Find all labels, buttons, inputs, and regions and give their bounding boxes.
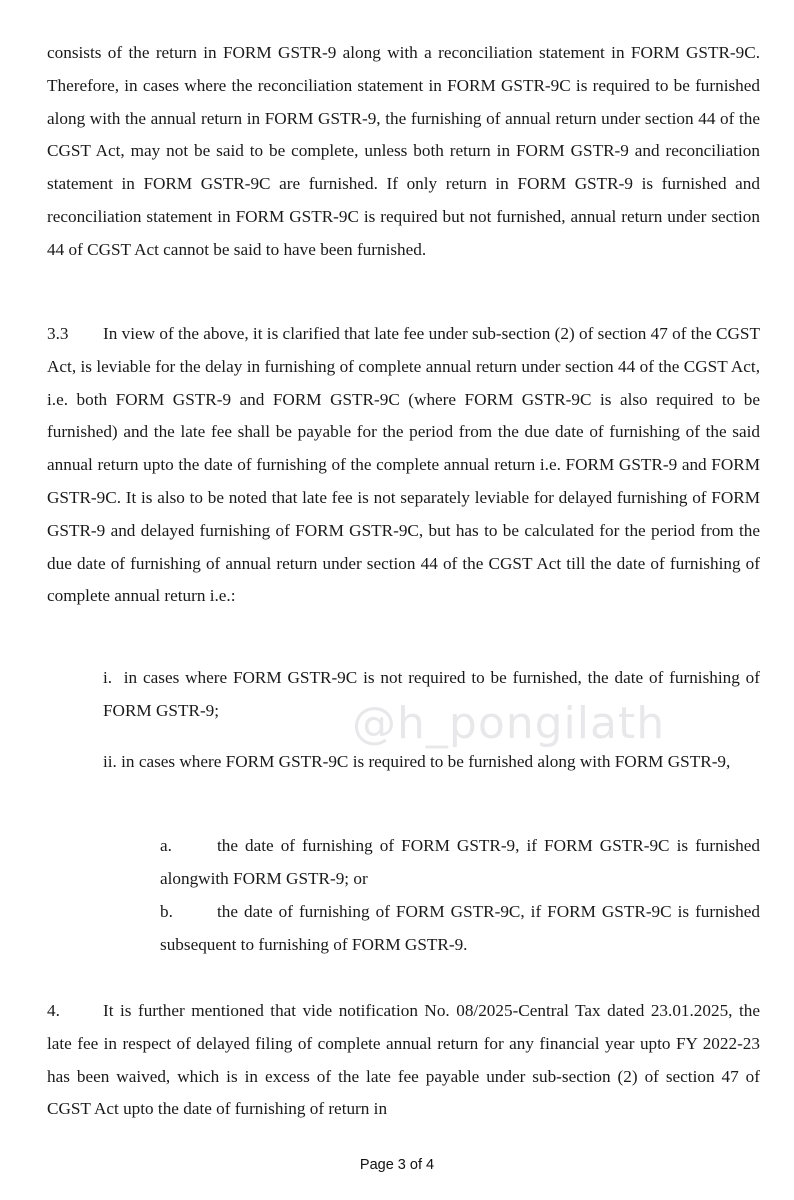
sub-marker: a.: [160, 836, 172, 855]
intro-paragraph: consists of the return in FORM GSTR-9 along with a reconciliation statement in FORM GSTR-9C. Therefore, in cases where the reconciliation statement in FORM GSTR-9C is required to be furnished along with the annual return in FORM GSTR-9, the furnishing of annual return under section 44 of the CGST Act, may not be said to be complete, unless both return in FORM GSTR-9 and reconciliation statement in FORM GSTR-9C are furnished. If only return in FORM GSTR-9 is furnished and reconciliation statement in FORM GSTR-9C is required but not furnished, annual return under section 44 of CGST Act cannot be said to have been furnished.: [47, 43, 760, 259]
paragraph-number: 3.3: [47, 324, 69, 343]
sub-item-b: [160, 896, 760, 962]
sub-text: the date of furnishing of FORM GSTR-9C, if FORM GSTR-9C is furnished subsequent to furnishing of FORM GSTR-9.: [160, 902, 760, 954]
list-text: in cases where FORM GSTR-9C is required to be furnished along with FORM GSTR-9,: [121, 752, 731, 771]
paragraph-text: In view of the above, it is clarified that late fee under sub-section (2) of section 47 of the CGST Act, is leviable for the delay in furnishing of complete annual return under section 44 of the CGST Act, i.e. both FORM GSTR-9 and FORM GSTR-9C (where FORM GSTR-9C is also required to be furnished) and the late fee shall be payable for the period from the due date of furnishing of the said annual return upto the date of furnishing of the complete annual return i.e. FORM GSTR-9 and FORM GSTR-9C. It is also to be noted that late fee is not separately leviable for delayed furnishing of FORM GSTR-9 and delayed furnishing of FORM GSTR-9C, but has to be calculated for the period from the due date of furnishing of annual return under section 44 of the CGST Act till the date of furnishing of complete annual return i.e.:: [47, 324, 760, 606]
paragraph-4: [47, 995, 760, 1126]
list-marker: ii.: [103, 752, 117, 771]
page-footer: Page 3 of 4: [359, 1157, 435, 1173]
sub-item-a: [160, 830, 760, 896]
paragraph-3-3: [47, 318, 760, 613]
watermark: @h_pongilath: [352, 698, 666, 749]
paragraph-number: 4.: [47, 1001, 60, 1020]
sub-marker: b.: [160, 902, 173, 921]
sub-text: the date of furnishing of FORM GSTR-9, if FORM GSTR-9C is furnished alongwith FORM GSTR-9; or: [160, 836, 760, 888]
list-text: in cases where FORM GSTR-9C is not required to be furnished, the date of furnishing of FORM GSTR-9;: [103, 668, 760, 720]
list-marker: i.: [103, 668, 113, 687]
paragraph-text: It is further mentioned that vide notification No. 08/2025-Central Tax dated 23.01.2025, the late fee in respect of delayed filing of complete annual return for any financial year upto FY 2022-23 has been waived, which is in excess of the late fee payable under sub-section (2) of section 47 of CGST Act upto the date of furnishing of return in: [47, 1001, 760, 1119]
